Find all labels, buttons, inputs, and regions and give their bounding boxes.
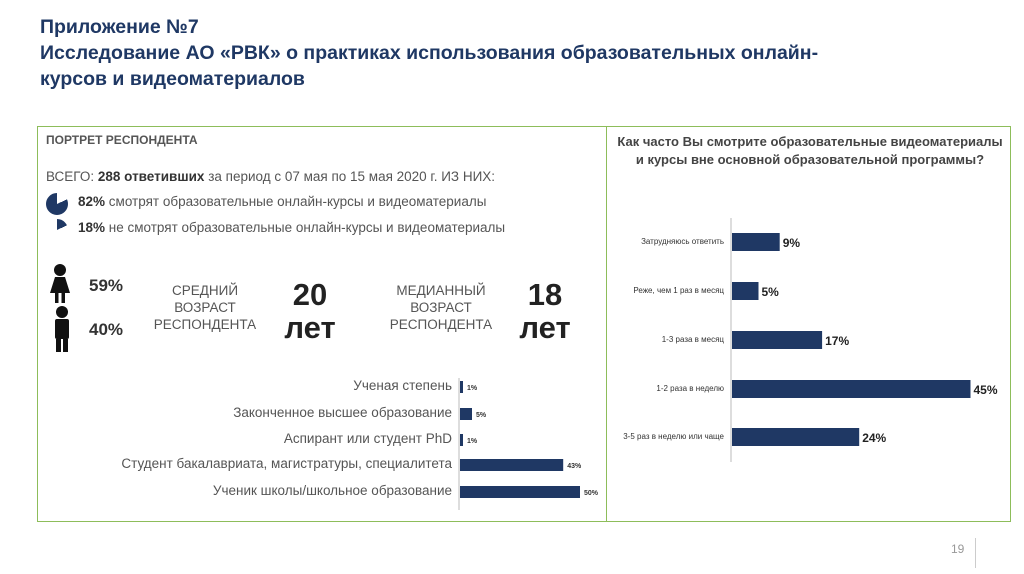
frequency-bar	[732, 428, 859, 446]
education-value-label: 1%	[467, 385, 478, 392]
education-value-label: 1%	[467, 438, 478, 445]
frequency-category-label: Затрудняюсь ответить	[641, 237, 724, 246]
education-value-label: 5%	[476, 412, 487, 419]
watch-text: смотрят образовательные онлайн-курсы и видеоматериалы	[108, 194, 487, 209]
title-line-3: курсов и видеоматериалов	[40, 68, 305, 90]
frequency-value-label: 9%	[782, 236, 801, 250]
total-count: 288 ответивших	[97, 169, 205, 184]
education-value-label: 43%	[567, 463, 582, 470]
notwatch-pct: 18%	[78, 220, 106, 235]
education-bar	[460, 486, 580, 498]
male-pct: 40%	[89, 320, 124, 339]
frequency-value-label: 24%	[862, 431, 887, 445]
question-title: Как часто Вы смотрите образовательные видеоматериалы и курсы вне основной образовательной программы?	[617, 134, 1003, 167]
portrait-heading: ПОРТРЕТ РЕСПОНДЕНТА	[46, 133, 198, 147]
watch-pct: 82%	[78, 194, 106, 209]
page-number-divider	[975, 538, 976, 568]
median-age-label: МЕДИАННЫЙ ВОЗРАСТ РЕСПОНДЕНТА	[389, 283, 493, 332]
education-bar	[460, 434, 463, 446]
notwatch-text: не смотрят образовательные онлайн-курсы и видеоматериалы	[108, 220, 506, 235]
education-category-label: Ученая степень	[353, 378, 452, 393]
frequency-value-label: 45%	[973, 383, 998, 397]
education-value-label: 50%	[584, 490, 599, 497]
education-category-label: Законченное высшее образование	[233, 405, 452, 420]
education-category-label: Ученик школы/школьное образование	[212, 483, 452, 498]
title-line-1: Приложение №7	[40, 16, 199, 38]
female-pct: 59%	[89, 276, 124, 295]
frequency-category-label: 3-5 раз в неделю или чаще	[623, 432, 724, 441]
average-age-label: СРЕДНИЙ ВОЗРАСТ РЕСПОНДЕНТА	[153, 283, 257, 332]
frequency-bar	[732, 331, 822, 349]
frequency-value-label: 17%	[825, 334, 850, 348]
total-suffix: за период с 07 мая по 15 мая 2020 г. ИЗ НИХ:	[208, 169, 496, 184]
frequency-category-label: Реже, чем 1 раз в месяц	[633, 286, 724, 295]
frequency-category-label: 1-3 раза в месяц	[661, 335, 724, 344]
frequency-value-label: 5%	[761, 285, 779, 299]
median-age-value: 18 лет	[519, 277, 571, 345]
frequency-bar	[732, 233, 780, 251]
page-number: 19	[951, 542, 965, 556]
total-prefix: ВСЕГО:	[46, 169, 95, 184]
frequency-category-label: 1-2 раза в неделю	[656, 384, 724, 393]
education-bar	[460, 381, 463, 393]
frequency-bar	[732, 380, 971, 398]
education-bar	[460, 459, 563, 471]
education-category-label: Студент бакалавриата, магистратуры, специалитета	[121, 456, 452, 471]
average-age-value: 20 лет	[284, 277, 336, 345]
education-bar	[460, 408, 472, 420]
frequency-bar	[732, 282, 759, 300]
education-category-label: Аспирант или студент PhD	[283, 431, 452, 446]
title-line-2: Исследование АО «РВК» о практиках использования образовательных онлайн-	[40, 42, 819, 64]
